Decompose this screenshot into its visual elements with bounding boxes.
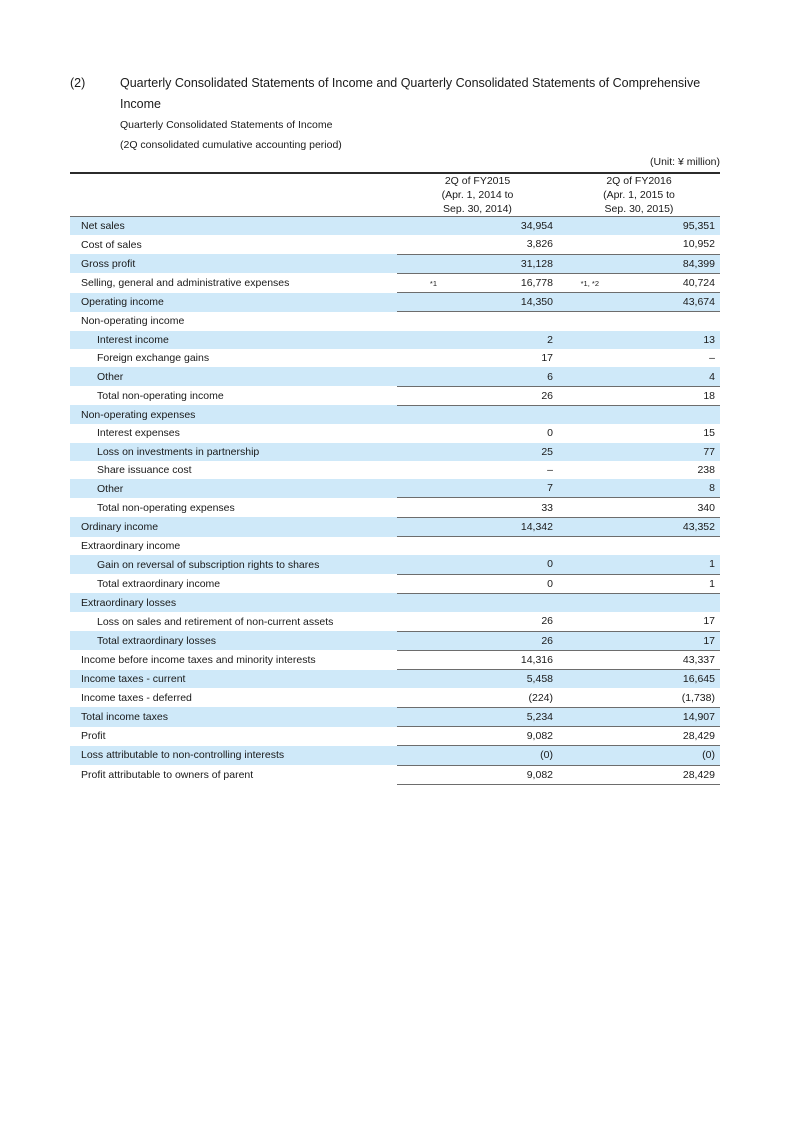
value-fy2016: 13 [605, 331, 720, 349]
footnote-marker-fy2015 [397, 650, 443, 669]
footnote-marker-fy2015 [397, 537, 443, 556]
footnote-marker-fy2015 [397, 405, 443, 424]
value-fy2015: 5,458 [443, 670, 558, 689]
value-fy2015: 17 [541, 352, 553, 365]
section-heading [70, 73, 730, 155]
row-label: Gross profit [70, 254, 397, 273]
table-row [70, 498, 720, 517]
header-fy2016-line1: 2Q of FY2016 [606, 175, 672, 187]
footnote-marker-fy2015 [397, 217, 443, 236]
table-row [70, 424, 720, 442]
row-label: Income before income taxes and minority interests [81, 653, 316, 666]
footnote-marker-fy2015 [397, 746, 443, 765]
table-row [70, 612, 720, 631]
value-fy2015: 0 [443, 555, 558, 574]
footnote-marker-fy2016 [558, 424, 605, 442]
footnote-marker-fy2015 [397, 349, 443, 367]
footnote-marker-fy2016 [558, 312, 605, 331]
header-col-fy2015 [397, 173, 558, 217]
footnote-marker-fy2016 [558, 746, 605, 765]
value-fy2016: 43,674 [605, 293, 720, 312]
footnote-marker-fy2015 [397, 331, 443, 349]
row-label: Total income taxes [70, 707, 397, 726]
footnote-marker-fy2015 [397, 612, 443, 631]
value-fy2016: 43,337 [605, 650, 720, 669]
row-label: Ordinary income [70, 517, 397, 536]
value-fy2015 [443, 405, 558, 424]
footnote-marker-fy2016 [558, 650, 605, 669]
table-row [70, 517, 720, 536]
value-fy2016: 95,351 [605, 217, 720, 236]
footnote-marker-fy2016 [558, 443, 605, 461]
value-fy2016: 17 [605, 631, 720, 650]
table-row [70, 386, 720, 405]
value-fy2015: 14,342 [443, 517, 558, 536]
table-row [70, 405, 720, 424]
table-header [70, 173, 720, 217]
statement-subtitle: Quarterly Consolidated Statements of Income [120, 119, 333, 131]
row-label: Operating income [70, 293, 397, 312]
value-fy2015: 33 [443, 498, 558, 517]
table-row [70, 707, 720, 726]
header-fy2015-line1: 2Q of FY2015 [444, 175, 511, 187]
footnote-marker-fy2015 [397, 479, 443, 498]
value-fy2016: – [709, 352, 715, 365]
value-fy2016 [605, 537, 720, 556]
footnote-marker-fy2015 [397, 235, 443, 254]
table-body [70, 217, 720, 785]
value-fy2016: 28,429 [605, 727, 720, 746]
footnote-marker-fy2015: *1 [397, 273, 443, 292]
footnote-marker-fy2016 [558, 217, 605, 236]
table-row [70, 670, 720, 689]
footnote-marker-fy2016 [558, 727, 605, 746]
footnote-marker-fy2015 [397, 631, 443, 650]
footnote-marker-fy2016 [558, 349, 605, 367]
value-fy2016: 340 [605, 498, 720, 517]
footnote-marker-fy2016 [558, 293, 605, 312]
footnote-marker-fy2016 [558, 537, 605, 556]
footnote-marker-fy2016 [558, 612, 605, 631]
row-label: Interest expenses [97, 427, 180, 440]
footnote-marker-fy2016 [558, 555, 605, 574]
footnote-marker-fy2016 [558, 331, 605, 349]
value-fy2015: 16,778 [443, 273, 558, 292]
table-row [70, 688, 720, 707]
header-fy2015-line2: (Apr. 1, 2014 to [441, 189, 514, 201]
value-fy2016: 16,645 [605, 670, 720, 689]
value-fy2016: 238 [697, 464, 715, 476]
row-label: Non-operating expenses [70, 405, 397, 424]
footnote-marker-fy2015 [397, 574, 443, 593]
value-fy2016: 28,429 [605, 765, 720, 784]
table-row [70, 727, 720, 746]
footnote-marker-fy2015 [397, 254, 443, 273]
table-row [70, 331, 720, 349]
value-fy2015: (224) [528, 691, 553, 704]
heading-line [70, 73, 730, 115]
table-row [70, 631, 720, 650]
value-fy2015: – [547, 464, 553, 476]
row-label: Other [70, 479, 397, 498]
page-title: Quarterly Consolidated Statements of Income and Quarterly Consolidated Statements of Comprehensive Income [120, 76, 701, 111]
footnote-marker-fy2015 [397, 312, 443, 331]
row-label: Non-operating income [81, 315, 185, 328]
value-fy2015 [443, 593, 558, 612]
footnote-marker-fy2016 [558, 479, 605, 498]
footnote-marker-fy2016 [558, 707, 605, 726]
value-fy2015: 26 [443, 631, 558, 650]
table-row [70, 312, 720, 331]
table-row [70, 555, 720, 574]
row-label: Cost of sales [81, 238, 142, 251]
value-fy2015: (0) [443, 746, 558, 765]
table-row [70, 349, 720, 367]
row-label: Loss on sales and retirement of non-current assets [97, 615, 334, 628]
row-label: Extraordinary income [81, 539, 181, 552]
footnote-marker-fy2015 [397, 424, 443, 442]
value-fy2015: 25 [443, 443, 558, 461]
table-row [70, 367, 720, 386]
value-fy2016: 77 [605, 443, 720, 461]
footnote-marker-fy2015 [397, 688, 443, 707]
footnote-marker-fy2015 [397, 517, 443, 536]
footnote-marker-fy2016 [558, 631, 605, 650]
table-row [70, 443, 720, 461]
table-row [70, 650, 720, 669]
value-fy2016: 84,399 [605, 254, 720, 273]
table-row [70, 593, 720, 612]
table-row [70, 217, 720, 236]
value-fy2015: 9,082 [443, 727, 558, 746]
table-row [70, 273, 720, 292]
value-fy2016: 17 [703, 615, 715, 628]
value-fy2015: 0 [443, 574, 558, 593]
value-fy2015: 7 [443, 479, 558, 498]
footnote-marker-fy2016 [558, 688, 605, 707]
value-fy2016: (0) [605, 746, 720, 765]
value-fy2015: 26 [443, 386, 558, 405]
unit-note: (Unit: ¥ million) [649, 156, 720, 168]
footnote-marker-fy2015 [397, 386, 443, 405]
value-fy2015 [443, 312, 558, 331]
value-fy2015 [443, 537, 558, 556]
value-fy2015: 2 [443, 331, 558, 349]
row-label: Extraordinary losses [70, 593, 397, 612]
footnote-marker-fy2016 [558, 461, 605, 479]
footnote-marker-fy2015 [397, 555, 443, 574]
row-label: Loss on investments in partnership [70, 443, 397, 461]
table-row [70, 537, 720, 556]
value-fy2016: 15 [703, 427, 715, 440]
value-fy2015: 9,082 [443, 765, 558, 784]
footnote-marker-fy2016 [558, 517, 605, 536]
value-fy2016 [605, 405, 720, 424]
table-row [70, 235, 720, 254]
footnote-marker-fy2016 [558, 765, 605, 784]
footnote-marker-fy2016 [558, 386, 605, 405]
row-label: Total extraordinary losses [70, 631, 397, 650]
footnote-marker-fy2015 [397, 670, 443, 689]
header-fy2016-line2: (Apr. 1, 2015 to [603, 189, 675, 201]
row-label: Selling, general and administrative expenses [81, 277, 290, 290]
footnote-marker-fy2016 [558, 367, 605, 386]
header-fy2015-line3: Sep. 30, 2014) [443, 203, 512, 215]
row-label: Total non-operating income [97, 389, 224, 402]
row-label: Profit [81, 730, 106, 743]
footnote-marker-fy2015 [397, 707, 443, 726]
value-fy2015: 3,826 [526, 238, 553, 251]
value-fy2015: 14,350 [443, 293, 558, 312]
footnote-marker-fy2016 [558, 574, 605, 593]
value-fy2015: 31,128 [443, 254, 558, 273]
table-row [70, 461, 720, 479]
footnote-marker-fy2015 [397, 461, 443, 479]
footnote-marker-fy2015 [397, 498, 443, 517]
value-fy2016 [605, 312, 720, 331]
value-fy2016: 10,952 [682, 238, 715, 251]
header-blank [70, 173, 397, 217]
header-fy2016-line3: Sep. 30, 2015) [604, 203, 674, 215]
value-fy2016: 14,907 [605, 707, 720, 726]
section-number: (2) [70, 76, 86, 90]
value-fy2015: 5,234 [443, 707, 558, 726]
footnote-marker-fy2015 [397, 765, 443, 784]
value-fy2016: 18 [605, 386, 720, 405]
row-label: Income taxes - deferred [81, 691, 192, 704]
statement-period: (2Q consolidated cumulative accounting period) [120, 139, 342, 151]
value-fy2016: (1,738) [681, 691, 715, 704]
table-row [70, 293, 720, 312]
row-label: Loss attributable to non-controlling interests [70, 746, 397, 765]
row-label: Share issuance cost [97, 464, 192, 476]
value-fy2016: 8 [605, 479, 720, 498]
footnote-marker-fy2015 [397, 727, 443, 746]
footnote-marker-fy2016 [558, 235, 605, 254]
income-statement-table [70, 172, 720, 785]
footnote-marker-fy2015 [397, 293, 443, 312]
table-row [70, 254, 720, 273]
footnote-marker-fy2016 [558, 405, 605, 424]
value-fy2016: 43,352 [605, 517, 720, 536]
footnote-marker-fy2016 [558, 254, 605, 273]
row-label: Interest income [70, 331, 397, 349]
table-row [70, 746, 720, 765]
table-row [70, 765, 720, 784]
row-label: Foreign exchange gains [97, 352, 210, 365]
row-label: Other [70, 367, 397, 386]
value-fy2015: 6 [443, 367, 558, 386]
footnote-marker-fy2016 [558, 670, 605, 689]
row-label: Income taxes - current [70, 670, 397, 689]
table-row [70, 479, 720, 498]
footnote-marker-fy2016 [558, 498, 605, 517]
footnote-marker-fy2016: *1, *2 [558, 273, 605, 292]
value-fy2016: 4 [605, 367, 720, 386]
row-label: Total extraordinary income [97, 577, 221, 590]
value-fy2016: 1 [605, 555, 720, 574]
table-row [70, 574, 720, 593]
value-fy2016 [605, 593, 720, 612]
table-header-row [70, 173, 720, 217]
row-label: Total non-operating expenses [97, 501, 235, 514]
row-label: Gain on reversal of subscription rights to shares [70, 555, 397, 574]
value-fy2015: 26 [541, 615, 553, 628]
footnote-marker-fy2016 [558, 593, 605, 612]
value-fy2015: 0 [547, 427, 553, 440]
value-fy2016: 40,724 [605, 273, 720, 292]
row-label: Profit attributable to owners of parent [81, 768, 254, 781]
value-fy2015: 34,954 [443, 217, 558, 236]
header-col-fy2016 [558, 173, 720, 217]
row-label: Net sales [70, 217, 397, 236]
footnote-marker-fy2015 [397, 593, 443, 612]
footnote-marker-fy2015 [397, 443, 443, 461]
footnote-marker-fy2015 [397, 367, 443, 386]
value-fy2015: 14,316 [443, 650, 558, 669]
value-fy2016: 1 [605, 574, 720, 593]
